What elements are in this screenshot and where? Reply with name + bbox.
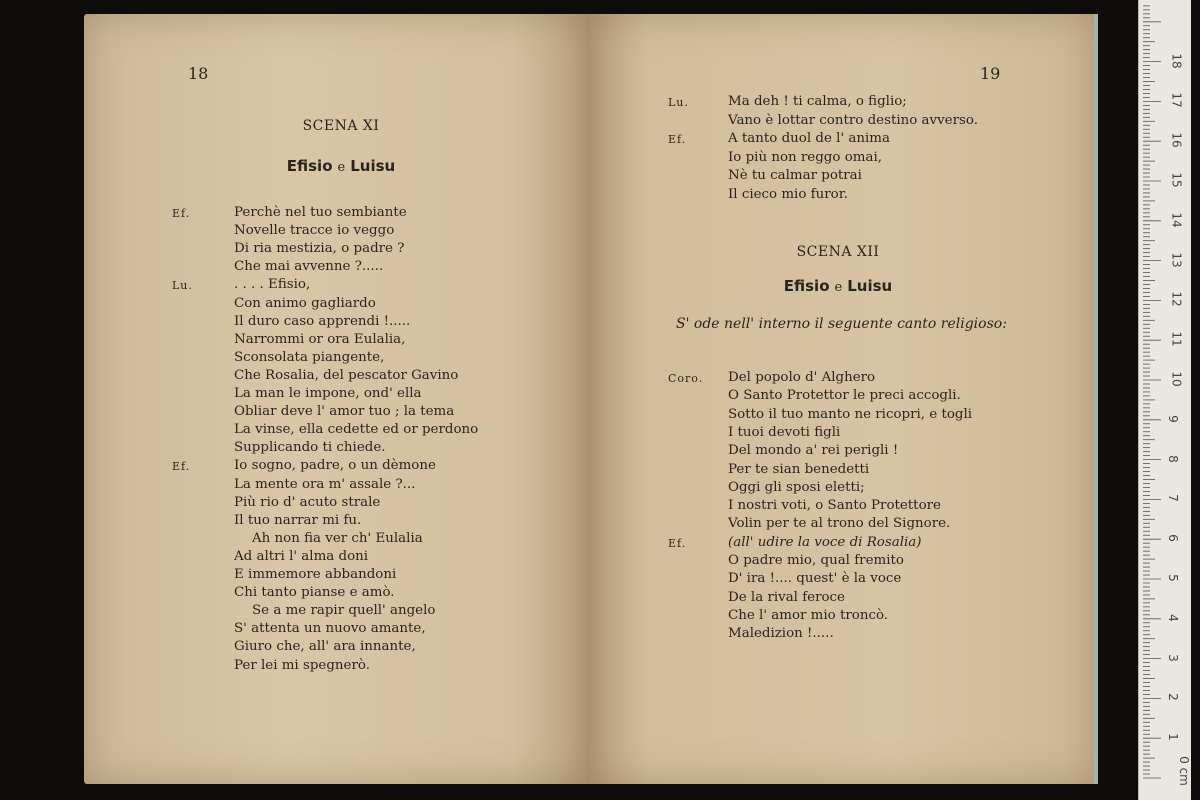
verse-line: Il tuo narrar mi fu.	[234, 512, 362, 528]
verse-line: Sconsolata piangente,	[234, 349, 385, 365]
stage-direction: S' ode nell' interno il seguente canto religioso:	[676, 316, 1007, 332]
ruler-number: 13	[1169, 251, 1184, 268]
verse-line: A tanto duol de l' anima	[728, 131, 890, 147]
ruler-number: 9	[1165, 414, 1180, 423]
ruler-number: 3	[1165, 653, 1180, 662]
ruler-ticks	[1139, 0, 1191, 800]
verse-line: Io sogno, padre, o un dèmone	[234, 458, 436, 474]
verse-line: E immemore abbandoni	[234, 567, 397, 582]
ruler-number: 17	[1169, 92, 1184, 109]
verse-line: Oggi gli sposi eletti;	[728, 479, 865, 495]
ruler-number: 16	[1169, 132, 1184, 148]
verse-line: Novelle tracce io veggo	[234, 223, 395, 239]
right-page	[588, 14, 1098, 784]
verse-line: S' attenta un nuovo amante,	[234, 621, 426, 637]
verse-line: Sotto il tuo manto ne ricopri, e togli	[728, 406, 973, 422]
ruler-number: 2	[1165, 693, 1180, 702]
verse-line: Del popolo d' Alghero	[728, 370, 876, 385]
verse-line: Che Rosalia, del pescator Gavino	[234, 367, 459, 383]
speaker-label: Ef.	[172, 207, 191, 220]
verse-line: Vano è lottar contro destino avverso.	[728, 112, 978, 128]
conjunction: e	[834, 280, 843, 295]
verse-line: Chi tanto pianse e amò.	[234, 585, 395, 601]
verse-line: Il duro caso apprendi !.....	[234, 313, 411, 329]
verse-line: Per te sian benedetti	[728, 461, 870, 477]
verse-line: Perchè nel tuo sembiante	[234, 205, 407, 220]
verse-line: Di ria mestizia, o padre ?	[234, 241, 405, 257]
ruler-number: 11	[1169, 331, 1184, 347]
verse-line: La mente ora m' assale ?...	[234, 476, 416, 492]
verse-line: Obliar deve l' amor tuo ; la tema	[234, 404, 455, 420]
character-name: Luisu	[847, 277, 893, 295]
ruler-number: 15	[1169, 172, 1184, 188]
verse-line: Giuro che, all' ara innante,	[234, 639, 416, 655]
verse-line: La vinse, ella cedette ed or perdono	[234, 422, 479, 438]
character-name: Luisu	[350, 157, 396, 175]
scene-characters	[191, 157, 491, 175]
ruler-number: 8	[1165, 454, 1180, 463]
verse-line: Ma deh ! ti calma, o figlio;	[728, 94, 907, 109]
ruler-number: 6	[1165, 534, 1180, 543]
ruler-number: 7	[1165, 494, 1180, 503]
ruler-number: 18	[1169, 52, 1184, 69]
speaker-label: Ef.	[668, 133, 687, 147]
verse-line: Maledizion !.....	[728, 626, 834, 642]
verse-line: Ah non fia ver ch' Eulalia	[252, 530, 423, 546]
scene-title: SCENA XI	[302, 118, 380, 134]
verse-line: Volin per te al trono del Signore.	[728, 516, 951, 532]
verse-line: Nè tu calmar potrai	[728, 168, 862, 184]
verse-line: Per lei mi spegnerò.	[234, 657, 370, 673]
verse-line: La man le impone, ond' ella	[234, 386, 422, 401]
ruler-number: 14	[1169, 212, 1184, 228]
verse-line: Se a me rapir quell' angelo	[252, 603, 436, 619]
verse-line: (all' udire la voce di Rosalia)	[728, 534, 922, 550]
verse-line: Del mondo a' rei perigli !	[728, 443, 899, 459]
verse-line: Supplicando ti chiede.	[234, 440, 386, 456]
speaker-label: Ef.	[668, 536, 687, 550]
character-name: Efisio	[783, 277, 830, 295]
verse-line: . . . . Efisio,	[234, 277, 311, 293]
scene-title: SCENA XII	[796, 244, 880, 260]
verse-line: Narrommi or ora Eulalia,	[234, 331, 406, 347]
verse-line: D' ira !.... quest' è la voce	[728, 571, 902, 587]
speaker-label: Lu.	[668, 96, 689, 109]
conjunction: e	[337, 160, 346, 175]
verse-line: Più rio d' acuto strale	[234, 494, 381, 510]
left-page	[84, 14, 588, 784]
verse-line: I tuoi devoti figli	[728, 424, 841, 440]
verse-line: Io più non reggo omai,	[728, 149, 882, 165]
verse-line: Il cieco mio furor.	[728, 187, 848, 202]
measuring-ruler	[1138, 0, 1191, 800]
verse-line: O padre mio, qual fremito	[728, 553, 904, 568]
ruler-number: 1	[1165, 733, 1180, 742]
verse-line: De la rival feroce	[728, 589, 845, 605]
character-name: Efisio	[286, 157, 333, 175]
speaker-label: Ef.	[172, 460, 191, 474]
verse-line: Con animo gagliardo	[234, 295, 376, 311]
ruler-number: 10	[1169, 371, 1184, 387]
verse-line: Che l' amor mio troncò.	[728, 607, 889, 623]
scene-characters	[688, 277, 988, 295]
verse-line: Ad altri l' alma doni	[234, 548, 369, 564]
ruler-number: 5	[1165, 574, 1180, 582]
ruler-number: 4	[1165, 613, 1180, 622]
page-number: 19	[980, 64, 1001, 83]
verse-line: Che mai avvenne ?.....	[234, 259, 384, 275]
verse-line: I nostri voti, o Santo Protettore	[728, 498, 941, 514]
ruler-unit: 0 cm	[1176, 756, 1191, 786]
page-number: 18	[188, 64, 209, 83]
verse-line: O Santo Protettor le preci accogli.	[728, 388, 961, 404]
speaker-label: Coro.	[668, 372, 704, 385]
speaker-label: Lu.	[172, 279, 193, 293]
ruler-number: 12	[1169, 291, 1184, 308]
